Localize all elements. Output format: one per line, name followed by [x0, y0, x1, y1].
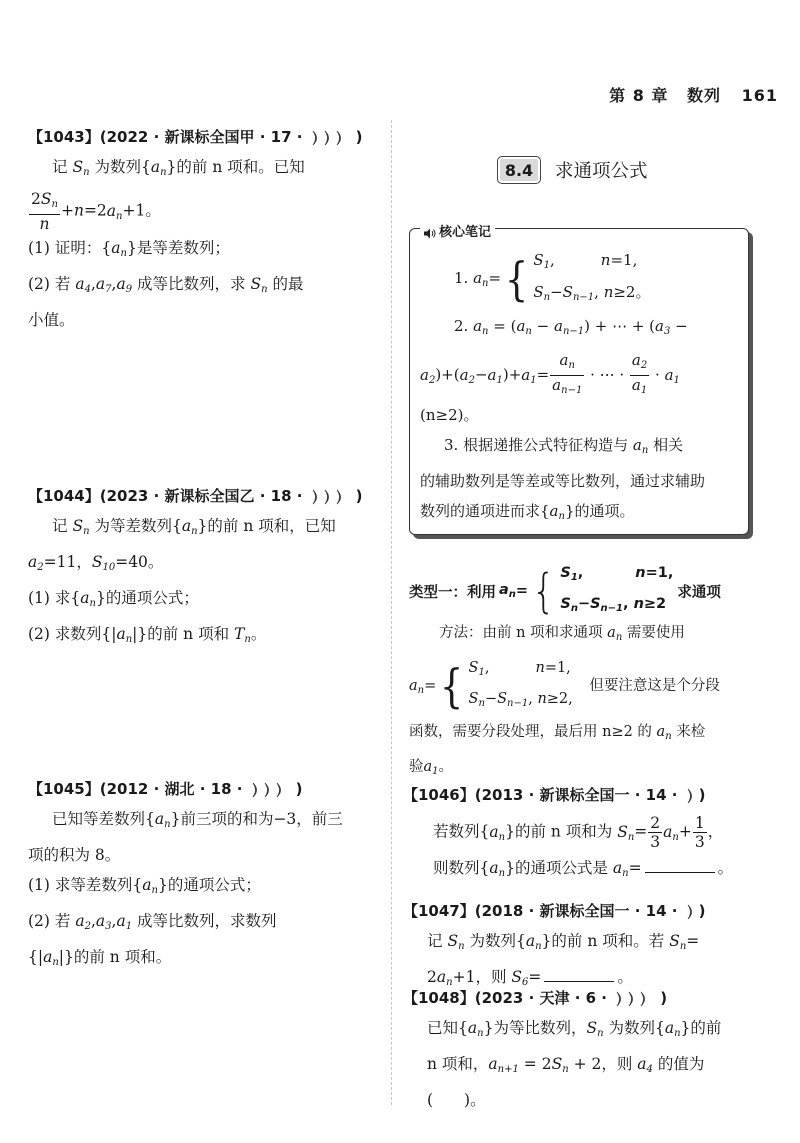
problem-id: 【1045】: [28, 780, 100, 798]
page-number: 161: [741, 86, 778, 105]
problem-id: 【1047】: [403, 902, 475, 920]
problem-stem: 记 $S_n$ 为数列$\{a_n\}$的前 n 项和。已知: [52, 158, 305, 178]
difficulty-icon: [614, 990, 660, 1008]
problem-source: (2013 · 新课标全国一 · 14 ·: [474, 786, 678, 804]
difficulty-icon: [250, 781, 296, 799]
problem-1048: [403, 983, 773, 1115]
problem-source: (2018 · 新课标全国一 · 14 ·: [474, 902, 678, 920]
problem-1045: [28, 774, 378, 978]
problem-stem-cont: $2a_n+1$，则 $S_6=$ 。: [427, 968, 633, 988]
problem-given: $a_2=11$，$S_{10}=40$。: [28, 553, 164, 573]
speaker-icon: [424, 228, 436, 239]
question-2: (2) 若 $a_4,a_7,a_9$ 成等比数列，求 $S_n$ 的最: [28, 275, 304, 295]
problem-stem: 记 $S_n$ 为等差数列$\{a_n\}$的前 n 项和，已知: [52, 517, 336, 537]
notes-tag: 核心笔记: [420, 218, 495, 248]
problem-equation: $\frac{2S_n}{n}$ $+n=2a_n+1$。: [31, 190, 161, 233]
method-line-2: $a_n=$ { $S_1$, n=1, $S_n-S_{n-1}$, n≥2, 但要注意这是个分段: [409, 659, 720, 713]
question-2: (2) 若 $a_2,a_3,a_1$ 成等比数列，求数列: [28, 912, 277, 932]
note-item-3-line3: 数列的通项进而求$\{a_n\}$的通项。: [420, 502, 635, 522]
section-label: 数列: [687, 86, 722, 105]
problem-stem-cont: 则数列$\{a_n\}$的通项公式是 $a_n=$ 。: [433, 858, 734, 879]
problem-header: 【1045】(2012 · 湖北 · 18 · ): [28, 780, 303, 798]
problem-header: 【1044】(2023 · 新课标全国乙 · 18 · ): [28, 487, 363, 505]
core-notes-box: [409, 225, 749, 535]
answer-parens: ( )。: [427, 1091, 486, 1109]
problem-stem: 若数列$\{a_n\}$的前 n 项和为 $S_n=$ $\frac{2}{3}$ $a_n+$ $\frac{1}{3}$ ，: [433, 814, 724, 851]
section-heading: [497, 156, 648, 184]
chapter-label: 第 8 章: [609, 86, 669, 105]
note-item-2-cont: $a_2)+(a_2-a_1)+a_1=$ $\frac{a_n}{a_{n-1}}$ · ⋯ · $\frac{a_2}{a_1}$ · $a_1$: [420, 351, 680, 396]
method-line-4: 验$a_1$。: [409, 759, 454, 777]
note-item-3: 3. 根据递推公式特征构造与 $a_n$ 相关: [444, 436, 684, 456]
problem-id: 【1043】: [28, 128, 100, 146]
method-line-3: 函数，需要分段处理，最后用 n≥2 的 $a_n$ 来检: [409, 724, 706, 742]
note-item-1: 1. $a_n=$ { $S_1$, n=1, $S_n-S_{n-1}$, n≥2。: [454, 251, 651, 306]
difficulty-icon: [310, 488, 356, 506]
column-divider: [391, 120, 392, 1105]
problem-stem-cont: n 项和，$a_{n+1} = 2S_n + 2$，则 $a_4$ 的值为: [427, 1055, 705, 1075]
problem-id: 【1046】: [403, 786, 475, 804]
note-item-2: 2. $a_n = (a_n - a_{n-1})$ + ⋯ + ($a_3$ −: [454, 317, 688, 337]
difficulty-icon: [685, 787, 699, 805]
question-1: (1) 求等差数列$\{a_n\}$的通项公式；: [28, 876, 261, 896]
section-number-badge: 8.4: [497, 156, 541, 184]
method-text: [409, 618, 775, 787]
problem-stem: 已知$\{a_n\}$为等比数列，$S_n$ 为数列$\{a_n\}$的前: [427, 1019, 722, 1039]
problem-header: 【1047】(2018 · 新课标全国一 · 14 · ): [403, 902, 706, 920]
note-item-3-line2: 的辅助数列是等差或等比数列，通过求辅助: [420, 472, 706, 490]
problem-header: 【1048】(2023 · 天津 · 6 · ): [403, 989, 668, 1007]
type-one-heading: 类型一：利用 $a_n$ = { $S_1$, n=1, $S_n-S_{n-1}$, n≥2 求通项: [409, 564, 721, 618]
question-2: (2) 求数列$\{|a_n|\}$的前 n 项和 $T_n$。: [28, 625, 267, 645]
question-2-cont: 小值。: [28, 311, 75, 329]
problem-id: 【1044】: [28, 487, 100, 505]
problem-source: (2012 · 湖北 · 18 ·: [99, 780, 243, 798]
question-1: (1) 求$\{a_n\}$的通项公式；: [28, 589, 199, 609]
problem-id: 【1048】: [403, 989, 475, 1007]
problem-source: (2023 · 新课标全国乙 · 18 ·: [99, 487, 303, 505]
section-title: 求通项公式: [555, 161, 648, 182]
answer-blank[interactable]: [645, 857, 715, 873]
problem-1046: [403, 780, 773, 889]
problem-header: 【1043】(2022 · 新课标全国甲 · 17 · ): [28, 128, 363, 146]
problem-stem: 记 $S_n$ 为数列$\{a_n\}$的前 n 项和。若 $S_n=$: [427, 932, 700, 952]
question-2-cont: $\{|a_n|\}$的前 n 项和。: [28, 948, 172, 968]
problem-source: (2023 · 天津 · 6 ·: [474, 989, 607, 1007]
difficulty-icon: [310, 129, 356, 147]
answer-blank[interactable]: [544, 966, 614, 982]
problem-source: (2022 · 新课标全国甲 · 17 ·: [99, 128, 303, 146]
problem-stem-cont: 项的积为 8。: [28, 846, 121, 864]
question-1: (1) 证明：$\{a_n\}$是等差数列；: [28, 239, 230, 259]
difficulty-icon: [685, 903, 699, 921]
problem-1043: [28, 122, 378, 335]
problem-stem: 已知等差数列$\{a_n\}$前三项的和为−3，前三: [52, 810, 343, 830]
problem-1044: [28, 481, 378, 655]
problem-header: 【1046】(2013 · 新课标全国一 · 14 · ): [403, 786, 706, 804]
method-line-1: 方法：由前 n 项和求通项 $a_n$ 需要使用: [439, 625, 685, 643]
running-head: [609, 83, 778, 106]
note-item-2-tail: (n≥2)。: [420, 406, 479, 424]
